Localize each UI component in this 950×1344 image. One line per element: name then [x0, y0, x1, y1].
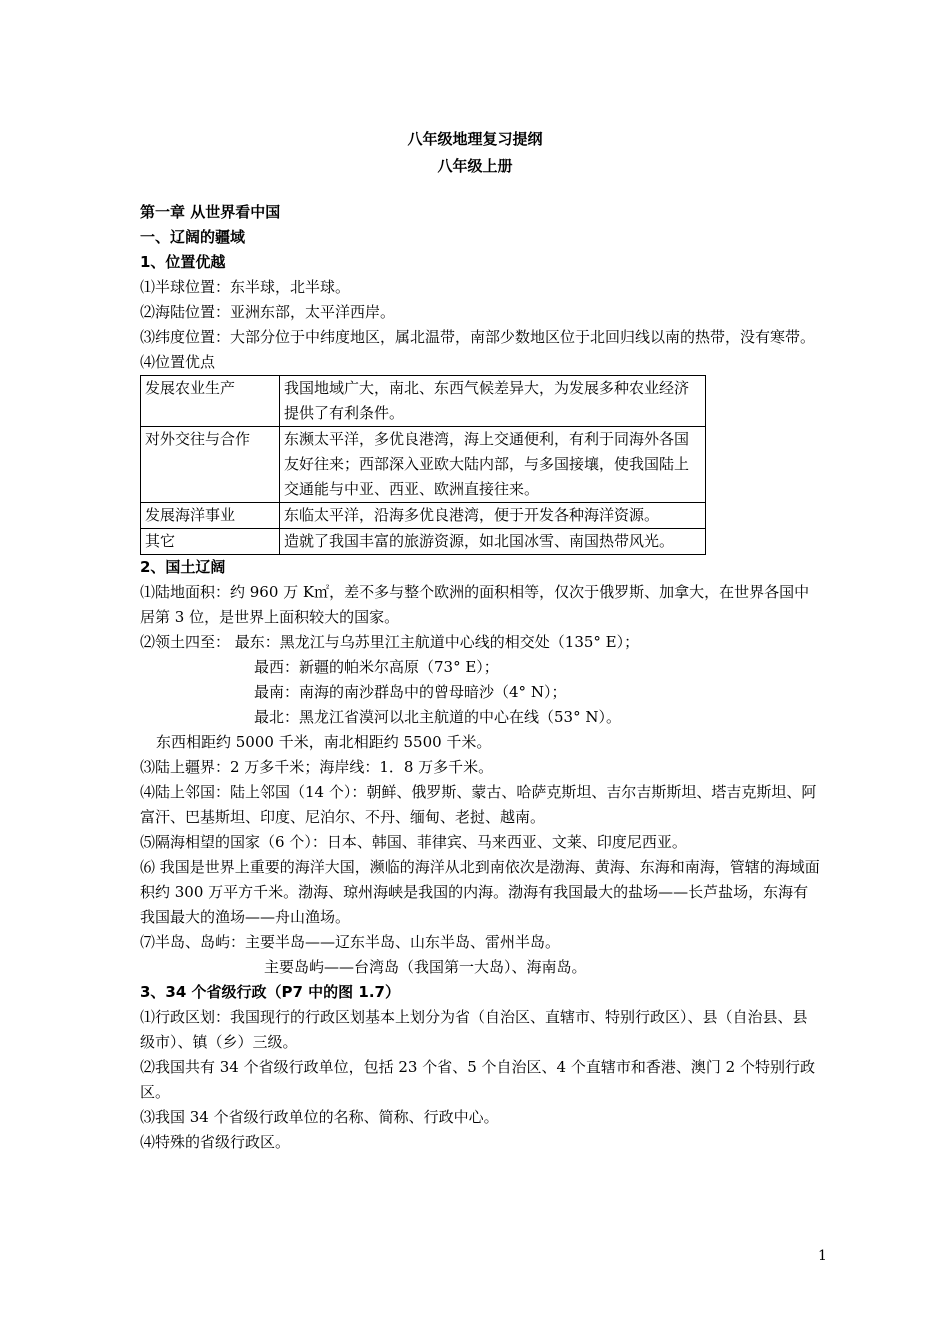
- doc-body: [140, 200, 820, 1155]
- paragraph: ⑵领土四至： 最东：黑龙江与乌苏里江主航道中心线的相交处（135° E）；: [140, 633, 640, 651]
- paragraph: 主要岛屿——台湾岛（我国第一大岛）、海南岛。: [264, 958, 587, 976]
- table-cell-value: 东临太平洋，沿海多优良港湾，便于开发各种海洋资源。: [280, 503, 706, 529]
- table-cell-key: 发展农业生产: [141, 376, 280, 427]
- subsection-heading: 1、位置优越: [140, 253, 226, 271]
- page-number: 1: [818, 1248, 827, 1264]
- paragraph: ⑶纬度位置：大部分位于中纬度地区，属北温带，南部少数地区位于北回归线以南的热带，没有寒带。: [140, 328, 816, 346]
- subsection-heading: 3、34 个省级行政（P7 中的图 1.7）: [140, 983, 400, 1001]
- table-cell-key: 发展海洋事业: [141, 503, 280, 529]
- paragraph: ⑵我国共有 34 个省级行政单位，包括 23 个省、5 个自治区、4 个直辖市和香港、澳门 2 个特别行政区。: [140, 1058, 815, 1101]
- paragraph: 最北：黑龙江省漠河以北主航道的中心在线（53° N）。: [254, 708, 621, 726]
- table-cell-key: 对外交往与合作: [141, 427, 280, 503]
- paragraph: ⑷位置优点: [140, 353, 216, 371]
- paragraph: ⑴行政区划：我国现行的行政区划基本上划分为省（自治区、直辖市、特别行政区）、县（自治县、县级市）、镇（乡）三级。: [140, 1008, 808, 1051]
- paragraph: ⑴半球位置：东半球，北半球。: [140, 278, 351, 296]
- table-cell-value: 我国地域广大，南北、东西气候差异大，为发展多种农业经济提供了有利条件。: [280, 376, 706, 427]
- paragraph: 最南：南海的南沙群岛中的曾母暗沙（4° N）；: [254, 683, 567, 701]
- advantages-table: [140, 375, 706, 555]
- paragraph: ⑶我国 34 个省级行政单位的名称、简称、行政中心。: [140, 1108, 499, 1126]
- table-row: [141, 376, 706, 427]
- table-cell-value: 东濒太平洋，多优良港湾，海上交通便利，有利于同海外各国友好往来；西部深入亚欧大陆内部，与多国接壤，使我国陆上交通能与中亚、西亚、欧洲直接往来。: [280, 427, 706, 503]
- doc-subtitle: 八年级上册: [437, 157, 513, 175]
- subsection-heading: 2、国土辽阔: [140, 558, 226, 576]
- paragraph: ⑹ 我国是世界上重要的海洋大国，濒临的海洋从北到南依次是渤海、黄海、东海和南海，管辖的海域面积约 300 万平方千米。渤海、琼州海峡是我国的内海。渤海有我国最大的盐场——长芦盐场，东海有我国最大的渔场——舟山渔场。: [140, 858, 820, 926]
- paragraph: ⑶陆上疆界：2 万多千米；海岸线：1．8 万多千米。: [140, 758, 494, 776]
- table-cell-value: 造就了我国丰富的旅游资源，如北国冰雪、南国热带风光。: [280, 529, 706, 555]
- paragraph: ⑷陆上邻国：陆上邻国（14 个）：朝鲜、俄罗斯、蒙古、哈萨克斯坦、吉尔吉斯斯坦、塔吉克斯坦、阿富汗、巴基斯坦、印度、尼泊尔、不丹、缅甸、老挝、越南。: [140, 783, 817, 826]
- table-row: [141, 427, 706, 503]
- paragraph: ⑸隔海相望的国家（6 个）：日本、韩国、菲律宾、马来西亚、文莱、印度尼西亚。: [140, 833, 687, 851]
- paragraph: 最西：新疆的帕米尔高原（73° E）；: [254, 658, 499, 676]
- paragraph: ⑵海陆位置：亚洲东部，太平洋西岸。: [140, 303, 396, 321]
- table-cell-key: 其它: [141, 529, 280, 555]
- paragraph: ⑷特殊的省级行政区。: [140, 1133, 291, 1151]
- section-heading: 一、辽阔的疆域: [140, 228, 246, 246]
- paragraph: ⑴陆地面积：约 960 万 K㎡，差不多与整个欧洲的面积相等，仅次于俄罗斯、加拿大，在世界各国中居第 3 位，是世界上面积较大的国家。: [140, 583, 810, 626]
- paragraph: 东西相距约 5000 千米，南北相距约 5500 千米。: [156, 733, 492, 751]
- doc-title: 八年级地理复习提纲: [407, 130, 543, 148]
- table-row: [141, 503, 706, 529]
- paragraph: ⑺半岛、岛屿：主要半岛——辽东半岛、山东半岛、雷州半岛。: [140, 933, 561, 951]
- chapter-heading: 第一章 从世界看中国: [140, 203, 281, 221]
- table-row: [141, 529, 706, 555]
